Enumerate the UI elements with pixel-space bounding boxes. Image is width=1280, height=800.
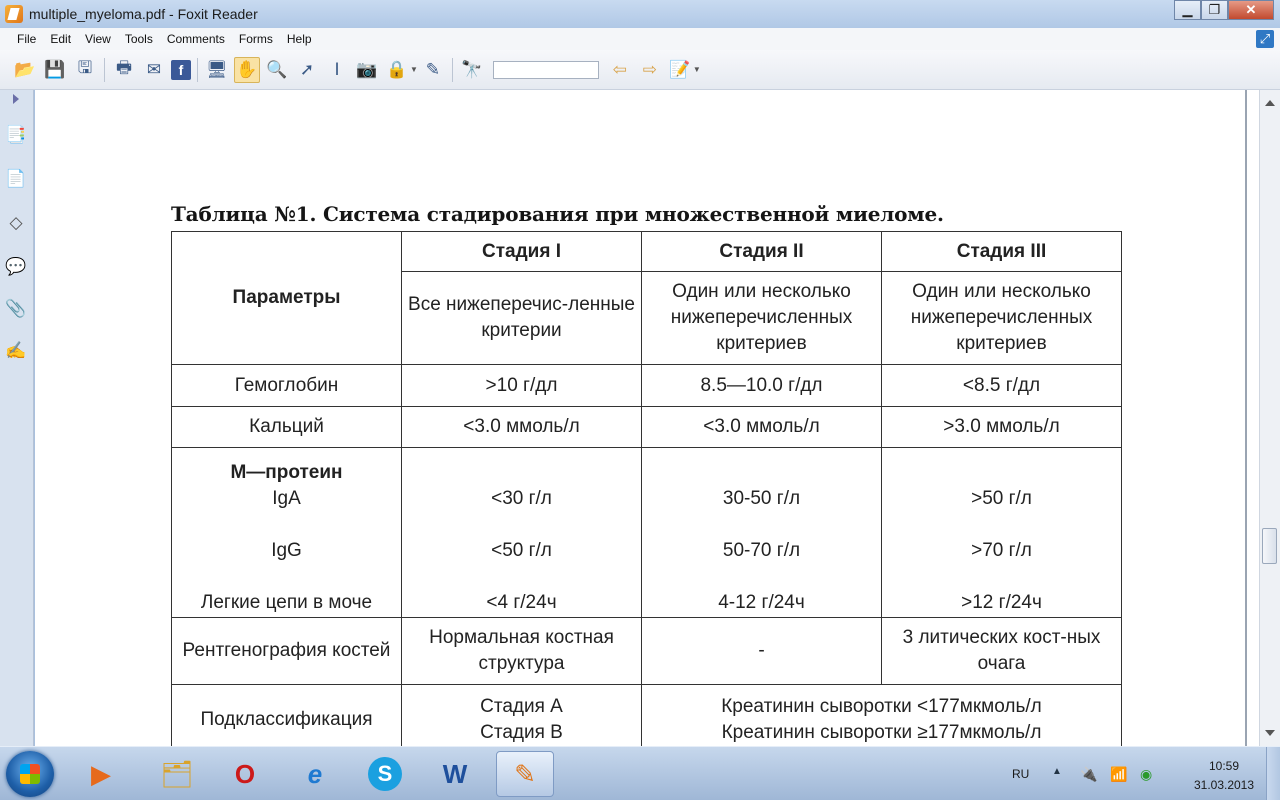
language-indicator[interactable]: RU (1012, 767, 1030, 781)
toolbar (0, 50, 1280, 90)
table-value: >12 г/24ч (961, 591, 1042, 613)
spacer (176, 564, 397, 590)
title-bar (0, 0, 1280, 28)
toolbar-separator (197, 58, 198, 82)
table-cell (882, 448, 1122, 618)
snapshot-icon[interactable]: 📷 (356, 59, 378, 79)
expand-icon[interactable]: ⤢ (1256, 30, 1274, 48)
menu-forms[interactable]: Forms (238, 32, 273, 46)
find-input[interactable] (493, 61, 599, 79)
save-as-icon[interactable]: 🖫 (77, 58, 93, 77)
table-value: Стадия А (480, 695, 563, 717)
table-row (172, 365, 1122, 407)
skype-icon[interactable]: S (356, 751, 414, 797)
start-button[interactable] (6, 751, 54, 797)
menu-help[interactable]: Help (286, 32, 312, 46)
spacer (406, 512, 637, 538)
spacer (646, 512, 877, 538)
chevron-down-icon[interactable]: ▼ (692, 65, 701, 74)
staging-table (171, 231, 1122, 746)
table-row (172, 407, 1122, 448)
document-view[interactable] (35, 90, 1259, 746)
hand-tool-icon[interactable]: ✋ (234, 57, 260, 83)
search-options-icon[interactable]: 📝 (669, 59, 691, 79)
table-value: 50-70 г/л (722, 539, 801, 561)
zoom-icon[interactable]: 🔍 (266, 59, 288, 79)
table-cell (402, 448, 642, 618)
opera-icon[interactable]: O (234, 758, 256, 789)
sign-icon[interactable]: ✎ (425, 59, 441, 79)
volume-icon[interactable]: ◉ (1140, 766, 1153, 782)
scroll-down-icon[interactable] (1265, 730, 1275, 736)
stage-2-criteria: Один или несколько нижеперечисленных критериев (642, 272, 882, 365)
internet-explorer-icon[interactable]: e (307, 758, 323, 789)
sidebar-expand-icon[interactable] (13, 94, 19, 104)
media-player-icon[interactable]: ▶ (91, 758, 111, 789)
table-row (172, 618, 1122, 685)
xray-label: Рентгенография костей (172, 618, 402, 685)
signal-icon[interactable]: 📶 (1110, 766, 1128, 782)
scroll-thumb[interactable] (1262, 528, 1277, 564)
open-icon[interactable]: 📂 (14, 59, 36, 79)
table-caption: Таблица №1. Система стадирования при множественной миеломе. (171, 202, 944, 226)
find-next-icon[interactable]: ⇨ (642, 59, 658, 79)
menu-tools[interactable]: Tools (124, 32, 153, 46)
word-icon[interactable]: W (442, 758, 468, 789)
table-cell (402, 685, 642, 747)
menu-file[interactable]: File (17, 32, 37, 46)
table-value: 4-12 г/24ч (718, 591, 805, 613)
table-cell: - (642, 618, 882, 685)
table-value: Креатинин сыворотки ≥177мкмоль/л (721, 721, 1042, 743)
table-cell: >10 г/дл (402, 365, 642, 407)
stage-1-criteria: Все нижеперечис-ленные критерии (402, 272, 642, 365)
tray-expand-icon[interactable]: ▲ (1052, 766, 1062, 777)
stage-3-criteria: Один или несколько нижеперечисленных критериев (882, 272, 1122, 365)
table-value: <30 г/л (491, 487, 552, 509)
rms-icon[interactable]: 🔒 (386, 59, 408, 79)
stage-2-header: Стадия II (642, 232, 882, 272)
menu-view[interactable]: View (85, 32, 111, 46)
minimize-button[interactable]: ▁ (1174, 0, 1201, 20)
spacer (886, 564, 1117, 590)
table-cell: <8.5 г/дл (882, 365, 1122, 407)
taskbar (0, 746, 1280, 800)
window-title: multiple_myeloma.pdf - Foxit Reader (29, 6, 258, 22)
menu-comments[interactable]: Comments (166, 32, 225, 46)
stage-1-header: Стадия I (402, 232, 642, 272)
facebook-icon[interactable]: f (171, 60, 191, 80)
menu-edit[interactable]: Edit (50, 32, 72, 46)
usb-icon[interactable]: 🔌 (1080, 766, 1098, 782)
m-protein-cell (172, 448, 402, 618)
hemoglobin-label: Гемоглобин (172, 365, 402, 407)
table-cell: >3.0 ммоль/л (882, 407, 1122, 448)
attachments-icon[interactable]: 📎 (5, 299, 27, 318)
table-row (172, 232, 1122, 272)
parameters-header: Параметры (172, 232, 402, 365)
table-value: >50 г/л (971, 487, 1032, 509)
spacer (886, 512, 1117, 538)
explorer-icon[interactable]: 🗂 (160, 758, 194, 789)
page-edge (1245, 90, 1247, 746)
layers-icon[interactable]: ◇ (9, 213, 23, 232)
subclassification-label: Подклассификация (172, 685, 402, 747)
menu-bar (0, 28, 1280, 50)
table-value: 30-50 г/л (722, 487, 801, 509)
foxit-app-icon (5, 5, 23, 23)
find-previous-icon[interactable]: ⇦ (612, 59, 628, 79)
table-value: <50 г/л (491, 539, 552, 561)
typewriter-icon[interactable]: 🖥 (206, 59, 228, 79)
table-cell: 3 литических кост-ных очага (882, 618, 1122, 685)
bookmarks-icon[interactable]: 📑 (5, 125, 27, 144)
spacer (406, 564, 637, 590)
table-row (172, 448, 1122, 618)
calcium-label: Кальций (172, 407, 402, 448)
vertical-scrollbar[interactable] (1259, 90, 1280, 746)
save-icon[interactable]: 💾 (44, 59, 66, 79)
email-icon[interactable]: ✉ (146, 59, 162, 79)
toolbar-separator (452, 58, 453, 82)
pages-icon[interactable]: 📄 (5, 169, 27, 188)
find-icon[interactable]: 🔭 (461, 59, 483, 79)
spacer (646, 564, 877, 590)
maximize-button[interactable]: ❐ (1201, 0, 1228, 20)
comments-icon[interactable]: 💬 (5, 257, 27, 276)
print-icon[interactable]: 🖶 (115, 58, 133, 77)
table-cell: 8.5—10.0 г/дл (642, 365, 882, 407)
scroll-up-icon[interactable] (1265, 100, 1275, 106)
foxit-icon[interactable]: ✎ (496, 751, 554, 797)
table-row (172, 685, 1122, 747)
table-cell (642, 448, 882, 618)
igg-label: IgG (271, 539, 302, 561)
spacer (176, 512, 397, 538)
table-cell: Нормальная костная структура (402, 618, 642, 685)
table-cell: <3.0 ммоль/л (642, 407, 882, 448)
chevron-down-icon[interactable]: ▼ (410, 65, 418, 74)
table-value: Креатинин сыворотки <177мкмоль/л (721, 695, 1042, 717)
navigation-sidebar (0, 90, 34, 746)
text-select-icon[interactable]: Ⅰ (334, 59, 340, 79)
clock-time[interactable]: 10:59 (1208, 759, 1240, 773)
light-chains-label: Легкие цепи в моче (200, 591, 373, 613)
table-cell: <3.0 ммоль/л (402, 407, 642, 448)
table-cell (642, 685, 1122, 747)
close-button[interactable]: ✕ (1228, 0, 1274, 20)
table-value: <4 г/24ч (486, 591, 557, 613)
stage-3-header: Стадия III (882, 232, 1122, 272)
table-value: >70 г/л (971, 539, 1032, 561)
iga-label: IgA (272, 487, 301, 509)
clock-date[interactable]: 31.03.2013 (1193, 778, 1255, 792)
signatures-icon[interactable]: ✍ (5, 341, 27, 360)
m-protein-label: М—протеин (230, 461, 343, 483)
table-value: Стадия В (480, 721, 563, 743)
select-icon[interactable]: ➚ (299, 59, 315, 79)
toolbar-separator (104, 58, 105, 82)
window-controls (1174, 0, 1274, 20)
show-desktop-button[interactable] (1266, 747, 1280, 800)
